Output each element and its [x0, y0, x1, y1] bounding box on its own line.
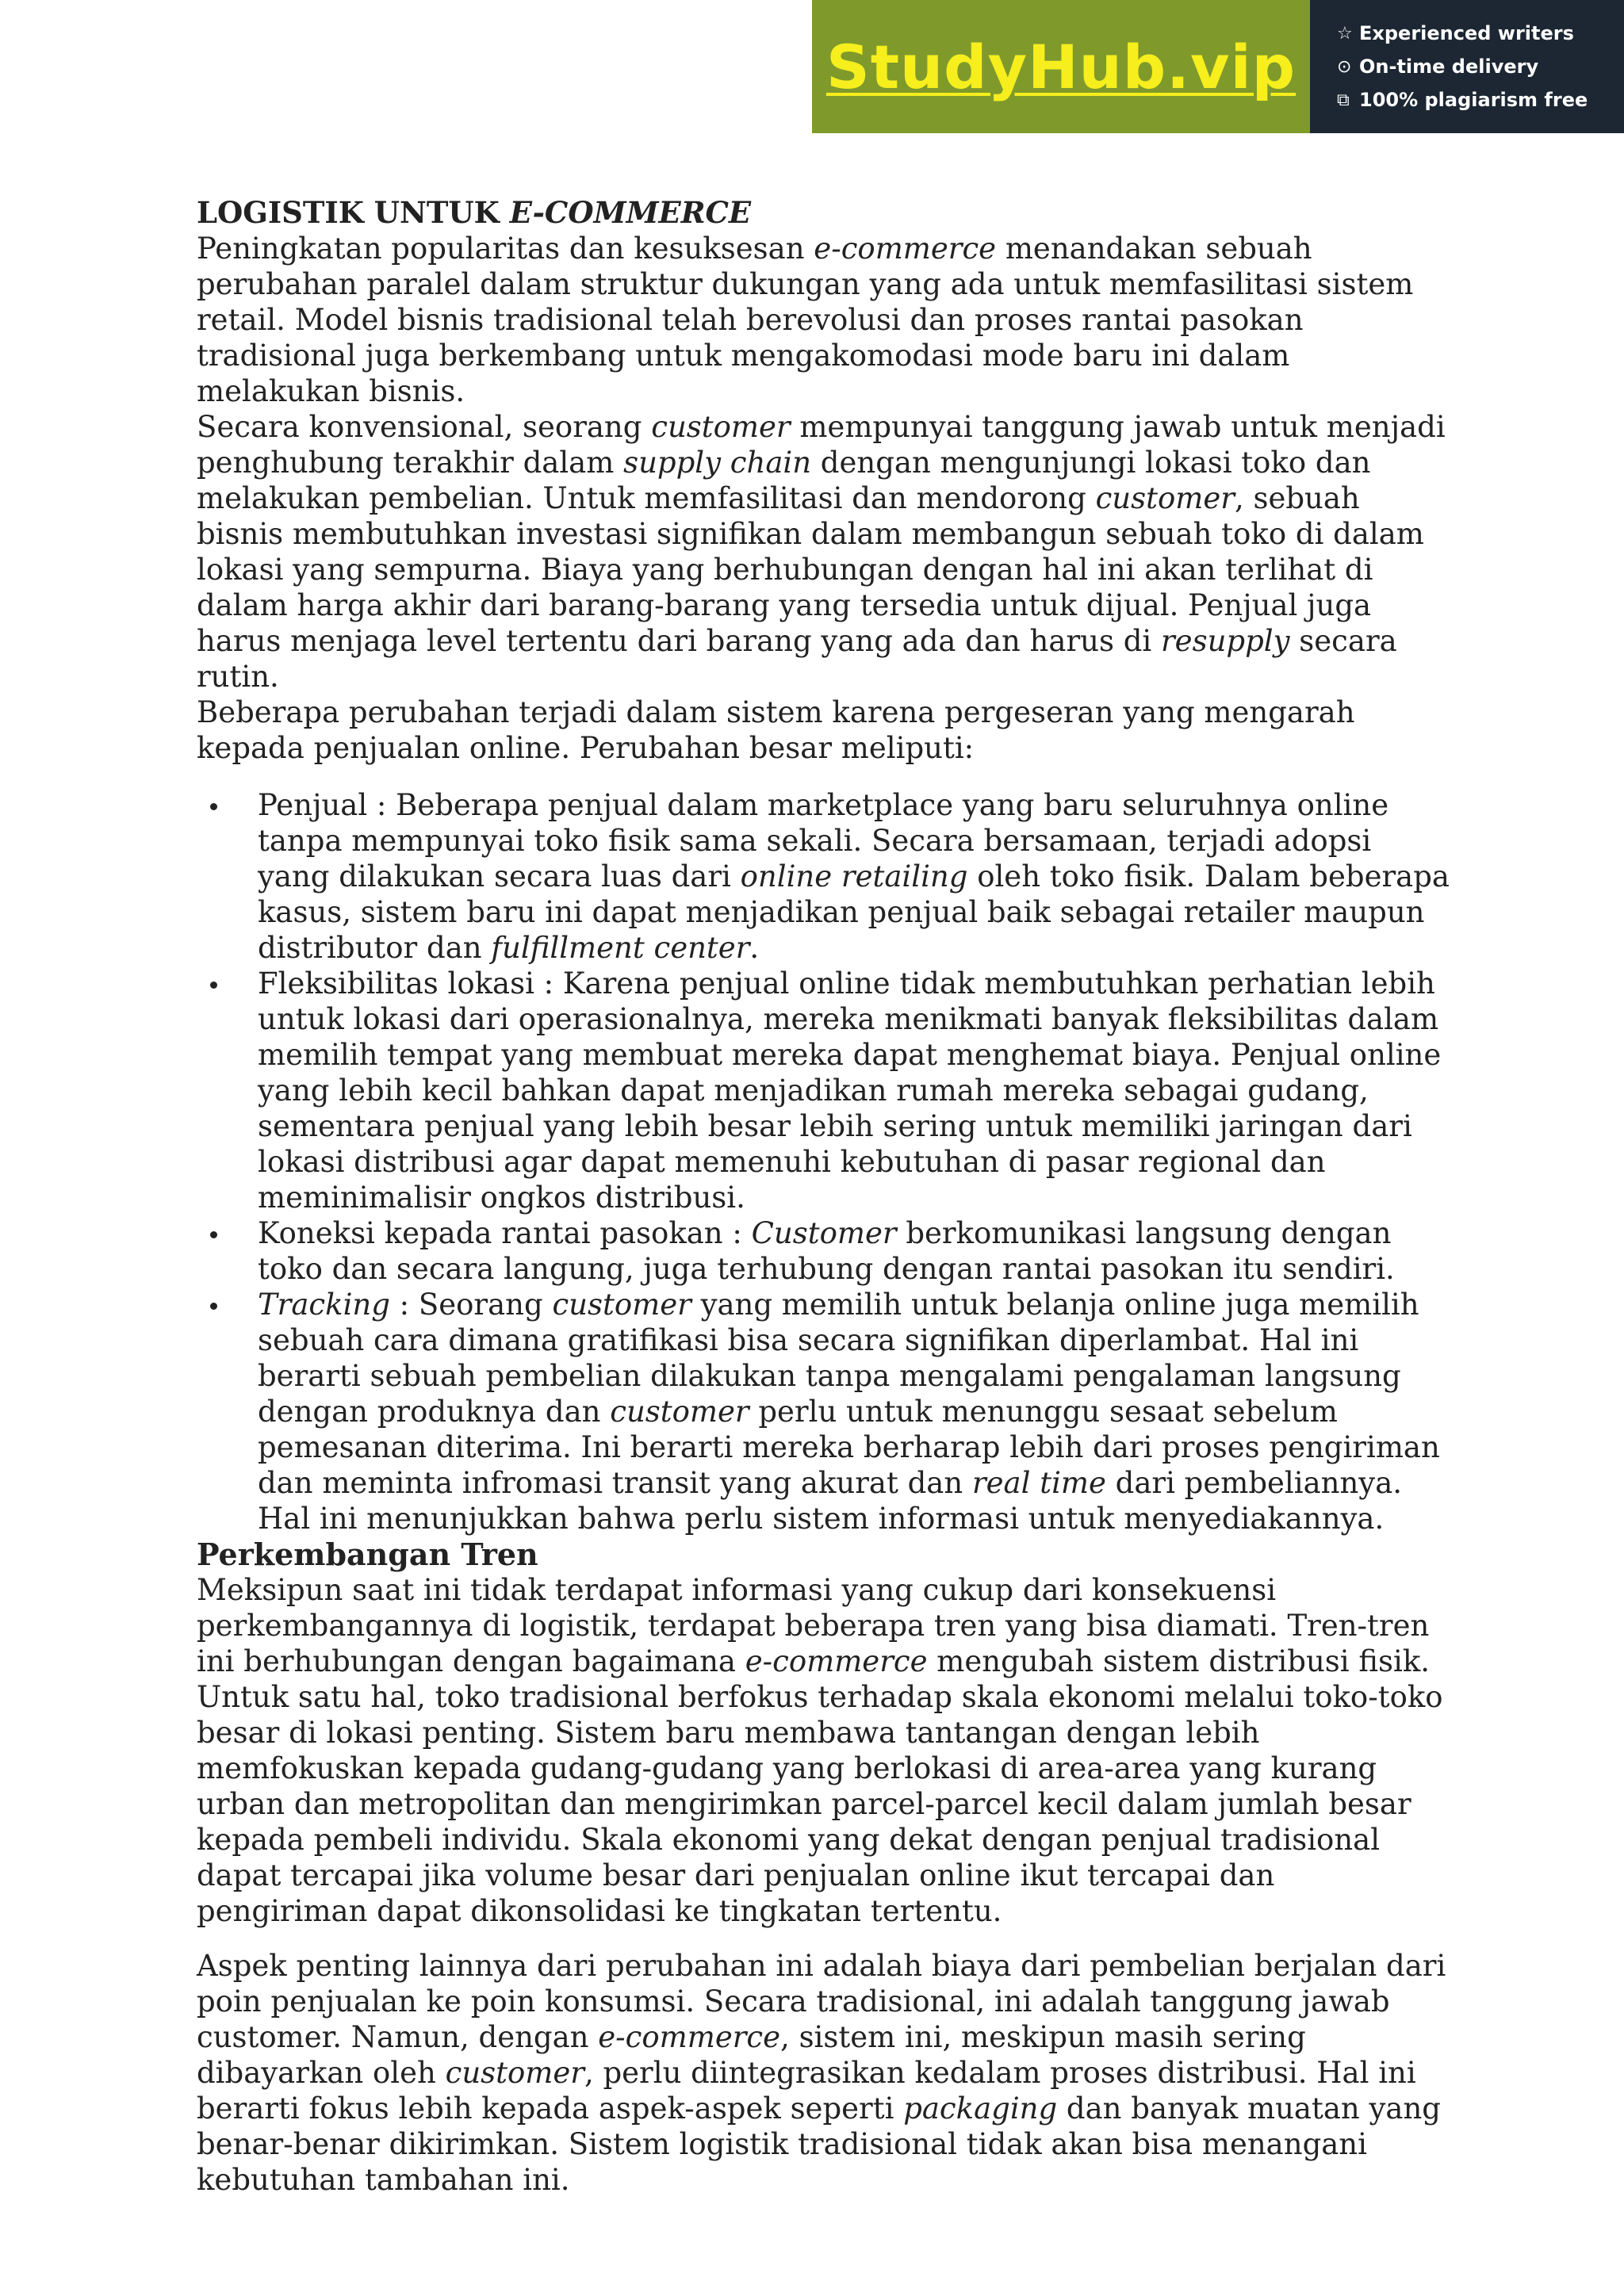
paragraph: Peningkatan popularitas dan kesuksesan e-commerce menandakan sebuah perubahan paralel dalam struktur dukungan yang ada untuk memfasilitasi sistem retail. Model bisnis tradisional telah berevolusi dan proses rantai pasokan tradisional juga berkembang untuk mengakomodasi mode baru ini dalam melakukan bisnis.	[197, 232, 1414, 408]
feature-item-writers	[1337, 22, 1624, 44]
document-body	[197, 195, 1450, 2198]
feature-item-plagiarism	[1337, 89, 1624, 111]
list-item: Fleksibilitas lokasi : Karena penjual online tidak membutuhkan perhatian lebih untuk lokasi dari operasionalnya, mereka menikmati banyak fleksibilitas dalam memilih tempat yang membuat mereka dapat menghemat biaya. Penjual online yang lebih kecil bahkan dapat menjadikan rumah mereka sebagai gudang, sementara penjual yang lebih besar lebih sering untuk memiliki jaringan dari lokasi distribusi agar dapat memenuhi kebutuhan di pasar regional dan meminimalisir ongkos distribusi.	[258, 966, 1450, 1215]
section-heading: Perkembangan Tren	[197, 1536, 538, 1572]
features-panel	[1310, 0, 1624, 133]
feature-label: 100% plagiarism free	[1359, 89, 1588, 111]
feature-item-delivery	[1337, 55, 1624, 78]
brand-logo-box[interactable]	[812, 0, 1310, 133]
paragraph: Beberapa perubahan terjadi dalam sistem karena pergeseran yang mengarah kepada penjualan online. Perubahan besar meliputi:	[197, 695, 1355, 765]
list-item: Tracking : Seorang customer yang memilih untuk belanja online juga memilih sebuah cara dimana gratifikasi bisa secara signifikan diperlambat. Hal ini berarti sebuah pembelian dilakukan tanpa mengalami pengalaman langsung dengan produknya dan customer perlu untuk menunggu sesaat sebelum pemesanan diterima. Ini berarti mereka berharap lebih dari proses pengiriman dan meminta infromasi transit yang akurat dan real time dari pembeliannya. Hal ini menunjukkan bahwa perlu sistem informasi untuk menyediakannya.	[258, 1287, 1450, 1536]
clock-icon: ⊙	[1337, 56, 1352, 77]
document-title: LOGISTIK UNTUK E-COMMERCE	[197, 195, 752, 230]
paragraph: Untuk satu hal, toko tradisional berfokus terhadap skala ekonomi melalui toko-toko besar di lokasi penting. Sistem baru membawa tantangan dengan lebih memfokuskan kepada gudang-gudang yang berlokasi di area-area yang kurang urban dan metropolitan dan mengirimkan parcel-parcel kecil dalam jumlah besar kepada pembeli individu. Skala ekonomi yang dekat dengan penjual tradisional dapat tercapai jika volume besar dari penjualan online ikut tercapai dan pengiriman dapat dikonsolidasi ke tingkatan tertentu.	[197, 1680, 1443, 1928]
paragraph: Secara konvensional, seorang customer mempunyai tanggung jawab untuk menjadi penghubung terakhir dalam supply chain dengan mengunjungi lokasi toko dan melakukan pembelian. Untuk memfasilitasi dan mendorong customer, sebuah bisnis membutuhkan investasi signifikan dalam membangun sebuah toko di dalam lokasi yang sempurna. Biaya yang berhubungan dengan hal ini akan terlihat di dalam harga akhir dari barang-barang yang tersedia untuk dijual. Penjual juga harus menjaga level tertentu dari barang yang ada dan harus di resupply secara rutin.	[197, 410, 1446, 694]
brand-logo-text[interactable]: StudyHub.vip	[825, 31, 1297, 102]
changes-list	[197, 787, 1450, 1536]
star-icon: ☆	[1337, 23, 1353, 44]
feature-label: On-time delivery	[1359, 55, 1539, 78]
paragraph: Aspek penting lainnya dari perubahan ini adalah biaya dari pembelian berjalan dari poin penjualan ke poin konsumsi. Secara tradisional, ini adalah tanggung jawab customer. Namun, dengan e-commerce, sistem ini, meskipun masih sering dibayarkan oleh customer, perlu diintegrasikan kedalam proses distribusi. Hal ini berarti fokus lebih kepada aspek-aspek seperti packaging dan banyak muatan yang benar-benar dikirimkan. Sistem logistik tradisional tidak akan bisa menangani kebutuhan tambahan ini.	[197, 1949, 1446, 2197]
studyhub-banner[interactable]	[812, 0, 1624, 133]
paragraph: Meksipun saat ini tidak terdapat informasi yang cukup dari konsekuensi perkembangannya di logistik, terdapat beberapa tren yang bisa diamati. Tren-tren ini berhubungan dengan bagaimana e-commerce mengubah sistem distribusi fisik.	[197, 1573, 1431, 1678]
copy-icon: ⧉	[1337, 90, 1350, 110]
feature-label: Experienced writers	[1359, 22, 1574, 44]
list-item: Penjual : Beberapa penjual dalam marketplace yang baru seluruhnya online tanpa mempunyai toko fisik sama sekali. Secara bersamaan, terjadi adopsi yang dilakukan secara luas dari online retailing oleh toko fisik. Dalam beberapa kasus, sistem baru ini dapat menjadikan penjual baik sebagai retailer maupun distributor dan fulfillment center.	[258, 788, 1450, 965]
list-item: Koneksi kepada rantai pasokan : Customer berkomunikasi langsung dengan toko dan secara langung, juga terhubung dengan rantai pasokan itu sendiri.	[258, 1215, 1450, 1287]
